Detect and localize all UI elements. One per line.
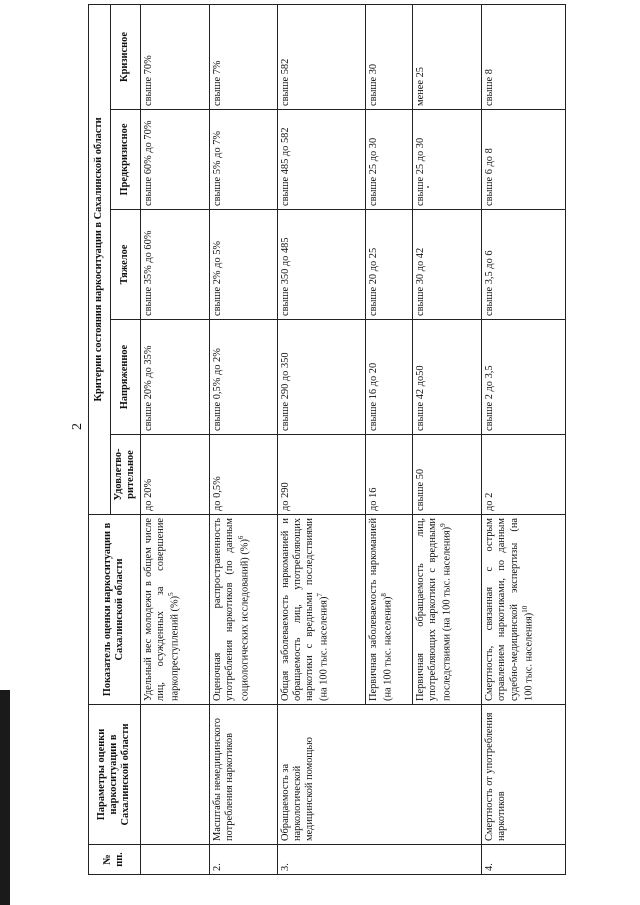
value-tense: свыше 2 до 3,5 [482,320,566,435]
value-precrisis: свыше 6 до 8 [482,110,566,210]
value-tense: свыше 0,5% до 2% [210,320,278,435]
indicator-text: Первичная обращаемость лиц, употребляющих наркотики с вредными последствиями (на 100 тыс. населения) [414,518,453,701]
table-row [210,4,278,874]
row-indicator [210,515,278,705]
value-tense: свыше 16 до 20 [365,320,412,435]
header-level-crisis: Кризисное [111,4,141,109]
row-param [140,705,210,845]
value-precrisis: свыше 60% до 70% [140,110,210,210]
table-row [482,4,566,874]
table-row [277,4,365,874]
footnote-ref: 9 [439,523,448,527]
row-param: Смертность от употребления наркотиков [482,705,566,845]
page-number: 2 [70,423,85,430]
value-crisis: свыше 582 [277,4,365,109]
value-satisfactory: до 290 [277,435,365,515]
row-num: 3. [277,845,482,875]
value-severe: свыше 3,5 до 6 [482,210,566,320]
value-tense: свыше 290 до 350 [277,320,365,435]
value-crisis: свыше 70% [140,4,210,109]
row-num: 2. [210,845,278,875]
indicator-text: Первичная заболеваемость наркоманией (на 100 тыс. населения) [367,518,394,701]
value-precrisis: свыше 485 до 582 [277,110,365,210]
row-num [140,845,210,875]
value-precrisis: свыше 25 до 30 [365,110,412,210]
value-crisis: свыше 7% [210,4,278,109]
footnote-ref: 10 [520,605,529,613]
row-indicator [412,515,482,705]
row-indicator [482,515,566,705]
value-satisfactory: свыше 50 [412,435,482,515]
value-crisis: свыше 30 [365,4,412,109]
row-indicator [277,515,365,705]
header-level-satisfactory: Удовлетво-рительное [111,435,141,515]
indicator-text: Удельный вес молодежи в общем числе лиц, осужденных за совершение наркопреступлений (%) [142,518,181,701]
scan-binding-edge [0,690,10,905]
value-tense: свыше 20% до 35% [140,320,210,435]
value-crisis: свыше 8 [482,4,566,109]
value-precrisis: свыше 25 до 30 [412,110,482,210]
value-satisfactory: до 20% [140,435,210,515]
value-satisfactory: до 16 [365,435,412,515]
value-severe: свыше 350 до 485 [277,210,365,320]
row-param: Масштабы немедицинского потребления наркотиков [210,705,278,845]
header-criteria-group: Критерии состояния наркоситуации в Сахалинской области [89,4,111,514]
header-level-precrisis: Предкризисное [111,110,141,210]
row-num: 4. [482,845,566,875]
row-param: Обращаемость за наркологической медицинской помощью [277,705,482,845]
footnote-ref: 8 [379,593,388,597]
header-level-tense: Напряженное [111,320,141,435]
header-param: Параметры оценки наркоситуации в Сахалинской области [89,705,141,845]
row-indicator [140,515,210,705]
value-severe: свыше 20 до 25 [365,210,412,320]
value-severe: свыше 30 до 42 [412,210,482,320]
value-satisfactory: до 2 [482,435,566,515]
indicator-text: Общая заболеваемость наркоманией и обращаемость лиц, употребляющих наркотики с вредными последствиями (на 100 тыс. населения) [279,518,330,701]
value-precrisis: свыше 5% до 7% [210,110,278,210]
value-severe: свыше 35% до 60% [140,210,210,320]
value-crisis: менее 25 [412,4,482,109]
header-level-severe: Тяжелое [111,210,141,320]
criteria-table [88,4,566,875]
value-satisfactory: до 0,5% [210,435,278,515]
table-row [140,4,210,874]
rotated-table-container [88,5,566,875]
row-indicator [365,515,412,705]
value-tense: свыше 42 до50 [412,320,482,435]
header-num: № пп. [89,845,141,875]
indicator-text: Оценочная распространенность употребления наркотиков (по данным социологических исследований) (%) [212,518,251,701]
footnote-ref: 6 [236,535,245,540]
footnote-ref: 7 [316,593,325,597]
footnote-ref: 5 [167,592,176,596]
indicator-text: Смертность, связанная с острым отравлением наркотиками, по данным судебно-медицинской экспертизы (на 100 тыс. населения) [484,518,535,701]
header-indicator: Показатель оценки наркоситуации в Сахалинской области [89,515,141,705]
value-severe: свыше 2% до 5% [210,210,278,320]
